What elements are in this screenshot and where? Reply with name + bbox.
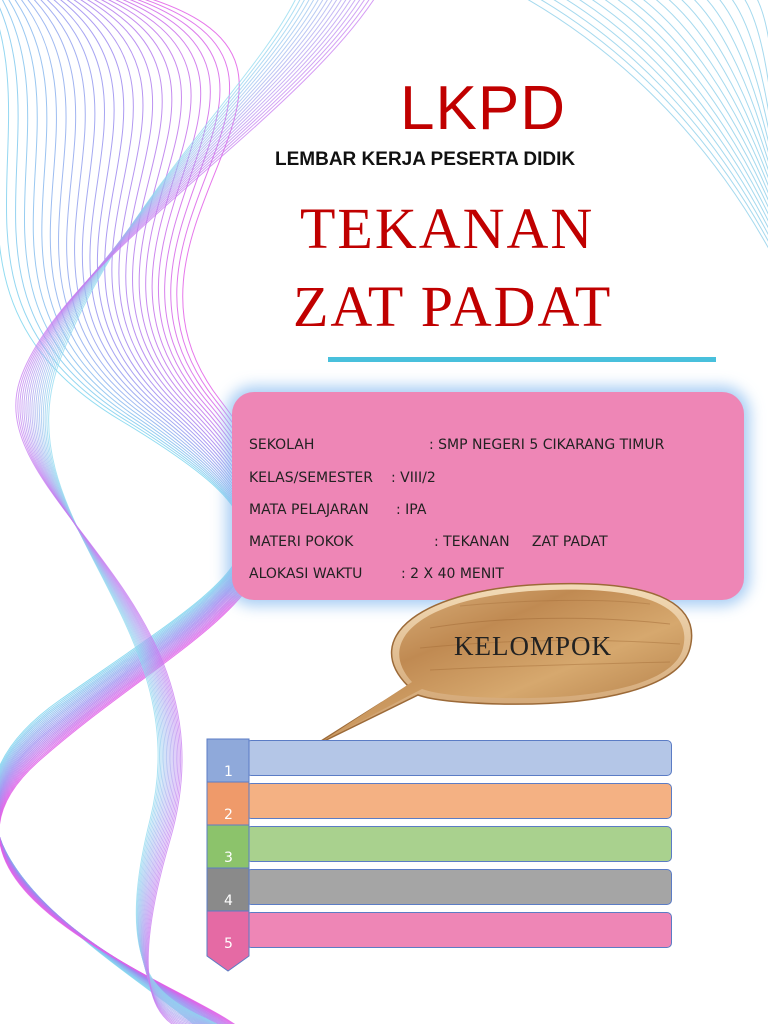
member-number: 3 bbox=[224, 850, 233, 866]
group-member-1[interactable] bbox=[206, 738, 672, 783]
member-number: 5 bbox=[224, 936, 233, 952]
info-label: MATERI POKOK bbox=[249, 534, 354, 550]
wave-line bbox=[598, 0, 768, 222]
member-number: 4 bbox=[224, 893, 233, 909]
wave-line bbox=[755, 0, 768, 146]
member-name-field[interactable] bbox=[246, 740, 672, 776]
info-value: : IPA bbox=[396, 502, 427, 518]
member-name-field[interactable] bbox=[246, 869, 672, 905]
topic-title-line-2: ZAT PADAT bbox=[293, 274, 613, 339]
group-member-3[interactable] bbox=[206, 824, 672, 869]
wave-line bbox=[664, 0, 768, 191]
info-panel bbox=[232, 392, 744, 600]
group-member-2[interactable] bbox=[206, 781, 672, 826]
page-title: LKPD bbox=[400, 74, 566, 143]
member-name-field[interactable] bbox=[246, 912, 672, 948]
member-number: 2 bbox=[224, 807, 233, 823]
member-name-field[interactable] bbox=[246, 783, 672, 819]
group-heading: KELOMPOK bbox=[454, 631, 613, 661]
speech-bubble-wood bbox=[300, 578, 700, 758]
page-subtitle: LEMBAR KERJA PESERTA DIDIK bbox=[275, 149, 576, 170]
info-value: : SMP NEGERI 5 CIKARANG TIMUR bbox=[429, 437, 665, 453]
member-name-field[interactable] bbox=[246, 826, 672, 862]
info-label: ALOKASI WAKTU bbox=[249, 566, 363, 582]
member-number: 1 bbox=[224, 764, 233, 780]
info-label: MATA PELAJARAN bbox=[249, 502, 369, 518]
accent-divider bbox=[328, 357, 716, 362]
info-label: SEKOLAH bbox=[249, 437, 315, 453]
group-member-4[interactable] bbox=[206, 867, 672, 912]
info-label: KELAS/SEMESTER bbox=[249, 470, 373, 486]
info-value: : TEKANAN ZAT PADAT bbox=[434, 534, 608, 550]
group-member-5[interactable] bbox=[206, 910, 672, 955]
wave-line bbox=[651, 0, 768, 197]
topic-title-line-1: TEKANAN bbox=[300, 196, 595, 261]
wave-line bbox=[624, 0, 768, 209]
info-value: : 2 X 40 MENIT bbox=[401, 566, 504, 582]
info-value: : VIII/2 bbox=[391, 470, 436, 486]
